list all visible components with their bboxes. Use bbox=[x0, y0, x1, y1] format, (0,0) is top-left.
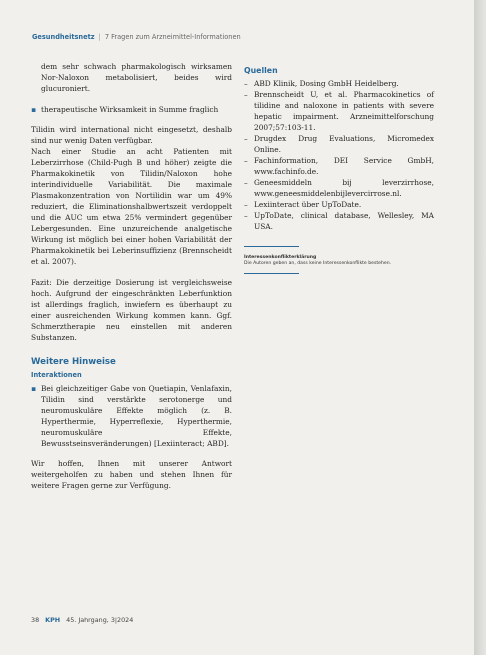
divider-top bbox=[244, 246, 299, 247]
closing-text: Wir hoffen, Ihnen mit unserer Antwort weitergeholfen zu haben und stehen Ihnen für weitere Fragen gerne zur Verfügung. bbox=[31, 459, 232, 490]
intro-list bbox=[31, 104, 232, 115]
source-item: – Fachinformation, DEI Service GmbH, www.fachinfo.de. bbox=[244, 155, 434, 177]
header-chapter: 7 Fragen zum Arzneimittel-Informationen bbox=[104, 33, 241, 41]
section-heading: Weitere Hinweise bbox=[31, 357, 116, 367]
coi-title: Interessenkonflikterklärung bbox=[244, 255, 317, 260]
page-number: 38 bbox=[31, 616, 40, 624]
header-separator: | bbox=[98, 33, 101, 41]
sources-title: Quellen bbox=[244, 66, 278, 75]
source-item: – Drugdex Drug Evaluations, Micromedex Online. bbox=[244, 133, 434, 155]
interaction-list bbox=[31, 383, 232, 449]
page-edge bbox=[474, 0, 486, 655]
page-footer bbox=[31, 616, 133, 624]
magazine-name: KPH bbox=[45, 616, 61, 624]
source-item: – Lexiinteract über UpToDate. bbox=[244, 199, 434, 210]
source-item: – Brennscheidt U, et al. Pharmacokinetics of tilidine and naloxone in patients with severe hepatic impairment. Arzneimittelforschung 2007;57:103-11. bbox=[244, 89, 434, 133]
header-section: Gesundheitsnetz bbox=[32, 33, 95, 41]
issue-info: 45. Jahrgang, 3|2024 bbox=[66, 616, 134, 624]
paragraph-2: Nach einer Studie an acht Patienten mit Leberzirrhose (Child-Pugh B und höher) zeigte die Pharmakokinetik von Tilidin/Naloxon hohe interindividuelle Variabilität. Die maximale Plasmakonzentration von Nortilidin war um 49% reduziert, die Eliminationshalbwertszeit verdoppelt und die AUC um etwa 25% vermindert gegenüber Lebergesunden. Eine unzureichende analgetische Wirkung ist möglich bei einer hohen Variabilität der Pharmakokinetik bei Leberinsuffizienz (Brennscheidt et al. 2007). bbox=[31, 147, 232, 266]
intro-bullet: ▪ therapeutische Wirksamkeit in Summe fraglich bbox=[31, 104, 232, 115]
left-column bbox=[31, 61, 232, 501]
source-item: – Geneesmiddeln bij leverzirrhose, www.geneesmiddelenbijlevercirrose.nl. bbox=[244, 177, 434, 199]
paragraph-1: Tilidin wird international nicht eingesetzt, deshalb sind nur wenig Daten verfügbar. bbox=[31, 125, 232, 145]
running-header bbox=[32, 33, 452, 41]
paragraph-conclusion: Fazit: Die derzeitige Dosierung ist vergleichsweise hoch. Aufgrund der eingeschränkten Leberfunktion ist allerdings fraglich, inwiefern es überhaupt zu einer ausreichenden Wirkung kommen kann. Ggf. Schmerztherapie neu einstellen mit anderen Substanzen. bbox=[31, 278, 232, 342]
source-item: – ABD Klinik, Dosing GmbH Heidelberg. bbox=[244, 78, 434, 89]
right-column bbox=[244, 65, 434, 282]
intro-text: dem sehr schwach pharmakologisch wirksamen Nor-Naloxon metabolisiert, beides wird glucuroniert. bbox=[41, 62, 232, 93]
source-item: – UpToDate, clinical database, Wellesley, MA USA. bbox=[244, 210, 434, 232]
coi-text: Die Autoren geben an, dass keine Interessenkonflikte bestehen. bbox=[244, 261, 392, 266]
divider-bottom bbox=[244, 273, 299, 274]
interaction-bullet: ▪ Bei gleichzeitiger Gabe von Quetiapin, Venlafaxin, Tilidin sind verstärkte serotonerge und neuromuskuläre Effekte möglich (z. B. Hyperthermie, Hyperreflexie, Hyperthermie, neuromuskuläre Effekte, Bewusstseinsveränderungen) [Lexiinteract; ABD]. bbox=[31, 383, 232, 449]
sources-list bbox=[244, 78, 434, 232]
subsection-heading: Interaktionen bbox=[31, 371, 82, 379]
